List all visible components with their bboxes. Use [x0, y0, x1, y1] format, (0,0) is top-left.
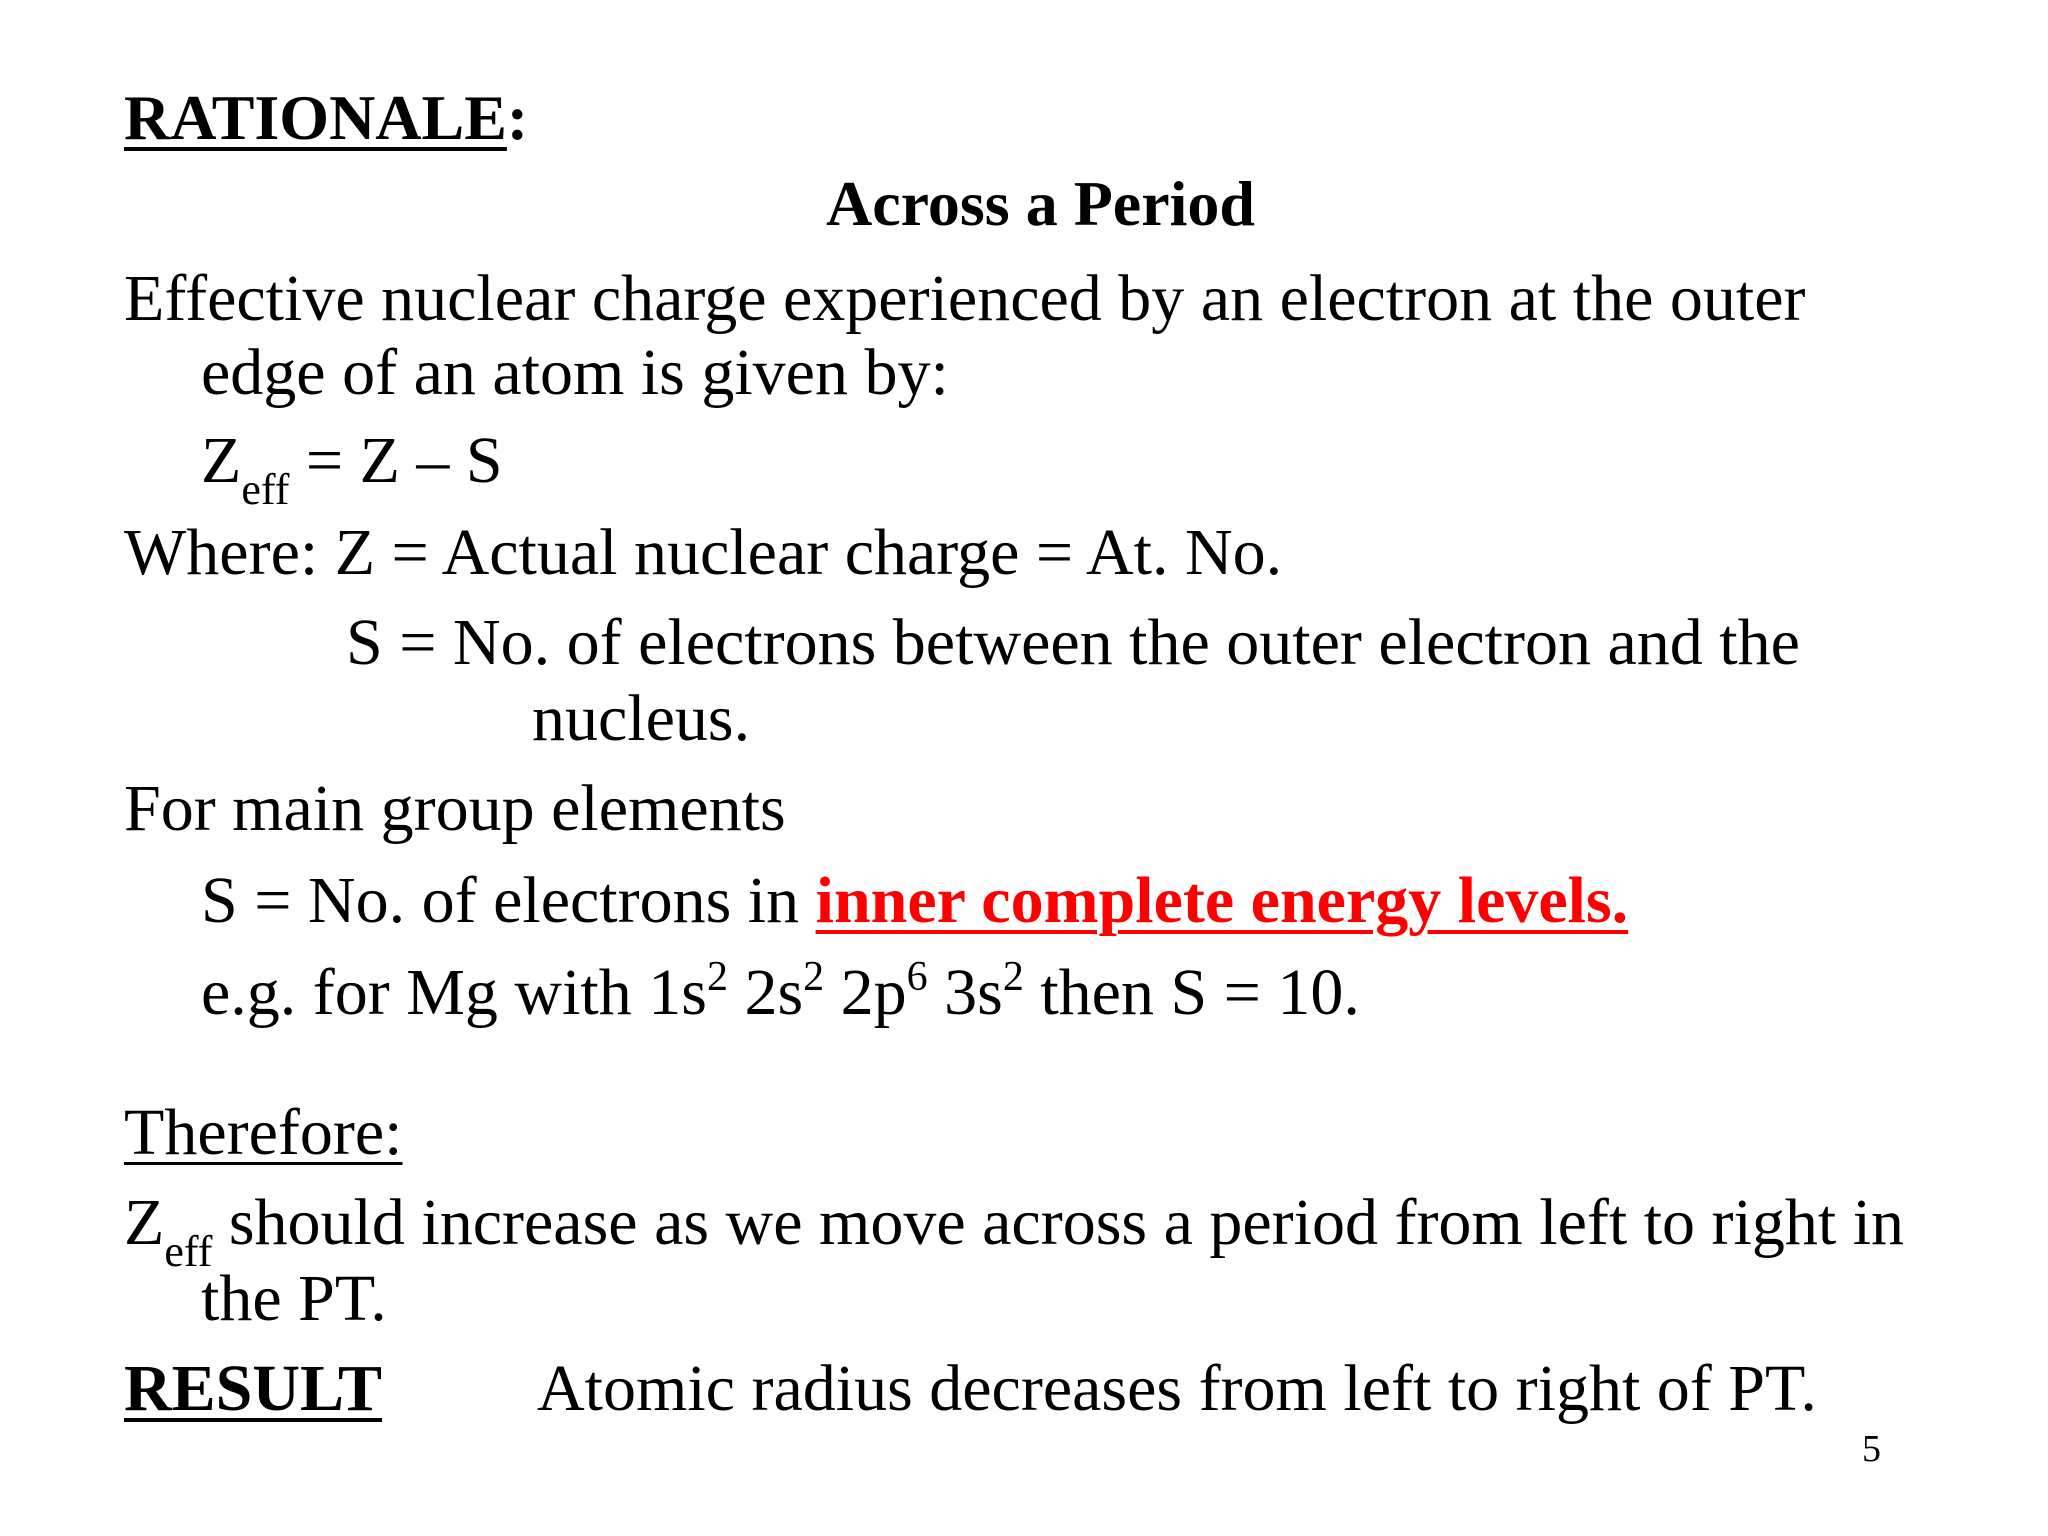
eg-suffix: then S = 10. — [1023, 956, 1360, 1029]
where-line-1: Where: Z = Actual nuclear charge = At. No. — [124, 516, 1283, 589]
intro-line-1: Effective nuclear charge experienced by an electron at the outer — [124, 262, 1806, 335]
eg-2s: 2s — [727, 956, 804, 1029]
page-number: 5 — [1862, 1428, 1881, 1470]
sup-2s: 2 — [803, 954, 825, 1000]
result-text: Atomic radius decreases from left to right of PT. — [537, 1352, 1817, 1425]
formula-z: Z — [201, 424, 242, 497]
heading — [124, 82, 529, 153]
therefore-line-2: the PT. — [201, 1262, 387, 1335]
where-line-2: S = No. of electrons between the outer electron and the — [346, 606, 1800, 679]
heading-colon: : — [506, 82, 529, 153]
where-line-3: nucleus. — [532, 682, 751, 755]
therefore-text: Therefore: — [124, 1096, 403, 1169]
sup-2p: 6 — [906, 954, 928, 1000]
shielding-prefix: S = No. of electrons in — [201, 864, 816, 937]
therefore-z: Z — [124, 1186, 165, 1259]
therefore-sub: eff — [164, 1227, 213, 1276]
intro-line-2: edge of an atom is given by: — [201, 336, 949, 409]
eg-3s: 3s — [927, 956, 1003, 1029]
sup-3s: 2 — [1002, 954, 1024, 1000]
therefore-line-1 — [124, 1186, 1905, 1276]
formula-rest: = Z – S — [289, 424, 503, 497]
result-label-text: RESULT — [124, 1352, 383, 1425]
heading-text: RATIONALE — [124, 82, 507, 153]
inner-levels-highlight: inner complete energy levels. — [815, 864, 1629, 937]
result-label — [124, 1352, 383, 1425]
main-group-heading: For main group elements — [124, 772, 786, 845]
mg-example — [201, 954, 1360, 1029]
therefore-rest: should increase as we move across a period from left to right in — [212, 1186, 1905, 1259]
eg-prefix: e.g. for Mg with 1s — [201, 956, 707, 1029]
shielding-definition — [201, 864, 1629, 937]
formula-sub: eff — [241, 465, 290, 514]
therefore-label — [124, 1096, 403, 1169]
subheading: Across a Period — [826, 168, 1255, 239]
sup-1s: 2 — [706, 954, 728, 1000]
zeff-formula — [201, 424, 503, 514]
eg-2p: 2p — [824, 956, 907, 1029]
